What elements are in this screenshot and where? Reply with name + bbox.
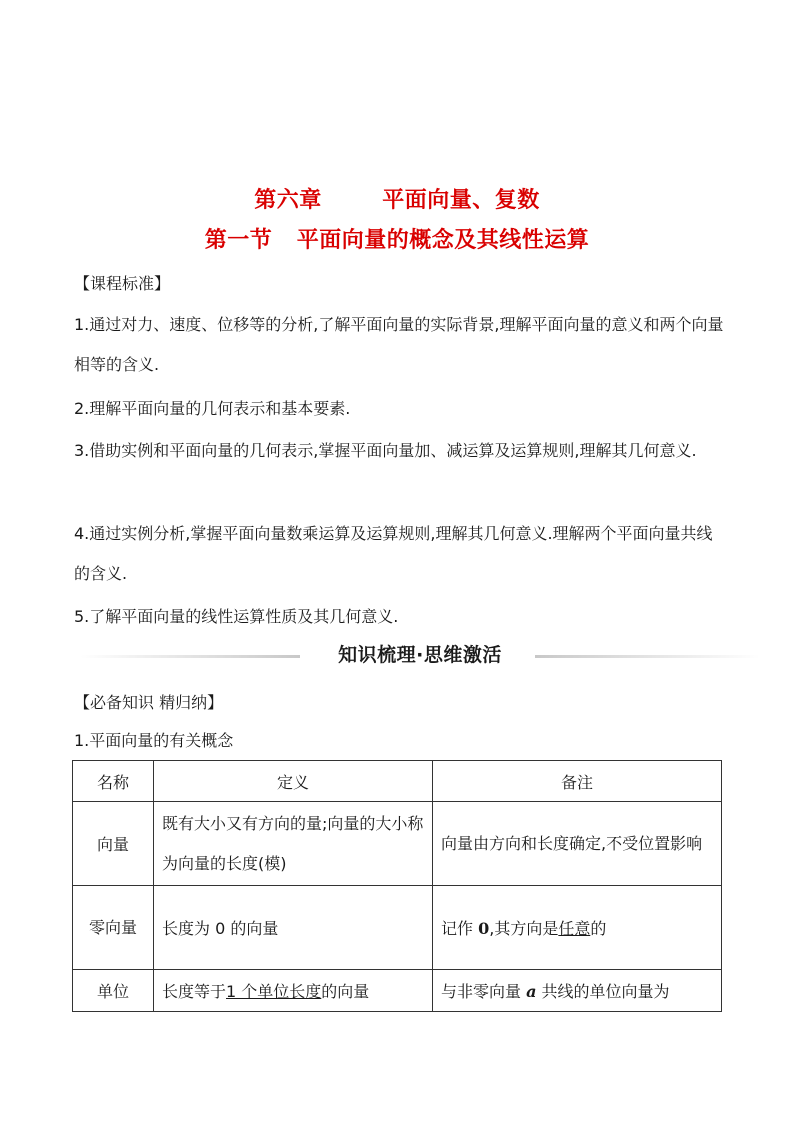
table-row <box>73 886 722 970</box>
title-block <box>0 184 794 258</box>
table-row <box>73 970 722 1012</box>
standard-item-5: 5.了解平面向量的线性运算性质及其几何意义. <box>74 607 399 626</box>
knowledge-subheading: 1.平面向量的有关概念 <box>74 731 234 750</box>
vector-a-symbol: a <box>526 982 537 1001</box>
header-name: 名称 <box>73 761 154 802</box>
row-note: 向量由方向和长度确定,不受位置影响 <box>433 802 722 886</box>
standard-item-1: 1.通过对力、速度、位移等的分析,了解平面向量的实际背景,理解平面向量的意义和两个向量相等的含义. <box>74 315 724 374</box>
table-header-row <box>73 761 722 802</box>
row-definition: 既有大小又有方向的量;向量的大小称为向量的长度(模) <box>154 802 433 886</box>
row-name: 向量 <box>73 802 154 886</box>
underlined-answer: 1 个单位长度 <box>226 982 322 1001</box>
standard-item-3: 3.借助实例和平面向量的几何表示,掌握平面向量加、减运算及运算规则,理解其几何意义. <box>74 441 697 460</box>
course-standards-heading: 【课程标准】 <box>74 274 171 293</box>
concepts-table <box>72 760 722 1012</box>
divider-line-right <box>535 655 760 658</box>
divider-label: 知识梳理·思维激活 <box>338 644 502 666</box>
zero-vector-symbol: 0 <box>478 919 490 938</box>
section-title: 第一节 平面向量的概念及其线性运算 <box>204 228 590 253</box>
underlined-answer: 任意 <box>558 919 591 938</box>
divider-line-left <box>80 655 300 658</box>
note-text: 的 <box>590 919 607 938</box>
standard-item-4: 4.通过实例分析,掌握平面向量数乘运算及运算规则,理解其几何意义.理解两个平面向量共线的含义. <box>74 524 713 583</box>
table-row <box>73 802 722 886</box>
row-name: 零向量 <box>73 886 154 970</box>
standard-item-2: 2.理解平面向量的几何表示和基本要素. <box>74 399 351 418</box>
knowledge-heading: 【必备知识 精归纳】 <box>74 693 224 712</box>
header-note: 备注 <box>433 761 722 802</box>
section-divider <box>80 640 760 670</box>
note-text: 与非零向量 <box>441 982 527 1001</box>
chapter-title: 第六章 平面向量、复数 <box>254 188 540 213</box>
row-note <box>433 970 722 1012</box>
row-definition <box>154 970 433 1012</box>
note-text: ,其方向是 <box>489 919 559 938</box>
row-note <box>433 886 722 970</box>
header-definition: 定义 <box>154 761 433 802</box>
note-text: 记作 <box>441 919 479 938</box>
row-definition: 长度为 0 的向量 <box>154 886 433 970</box>
row-name: 单位 <box>73 970 154 1012</box>
definition-text: 的向量 <box>321 982 370 1001</box>
definition-text: 长度等于 <box>162 982 227 1001</box>
note-text: 共线的单位向量为 <box>536 982 670 1001</box>
